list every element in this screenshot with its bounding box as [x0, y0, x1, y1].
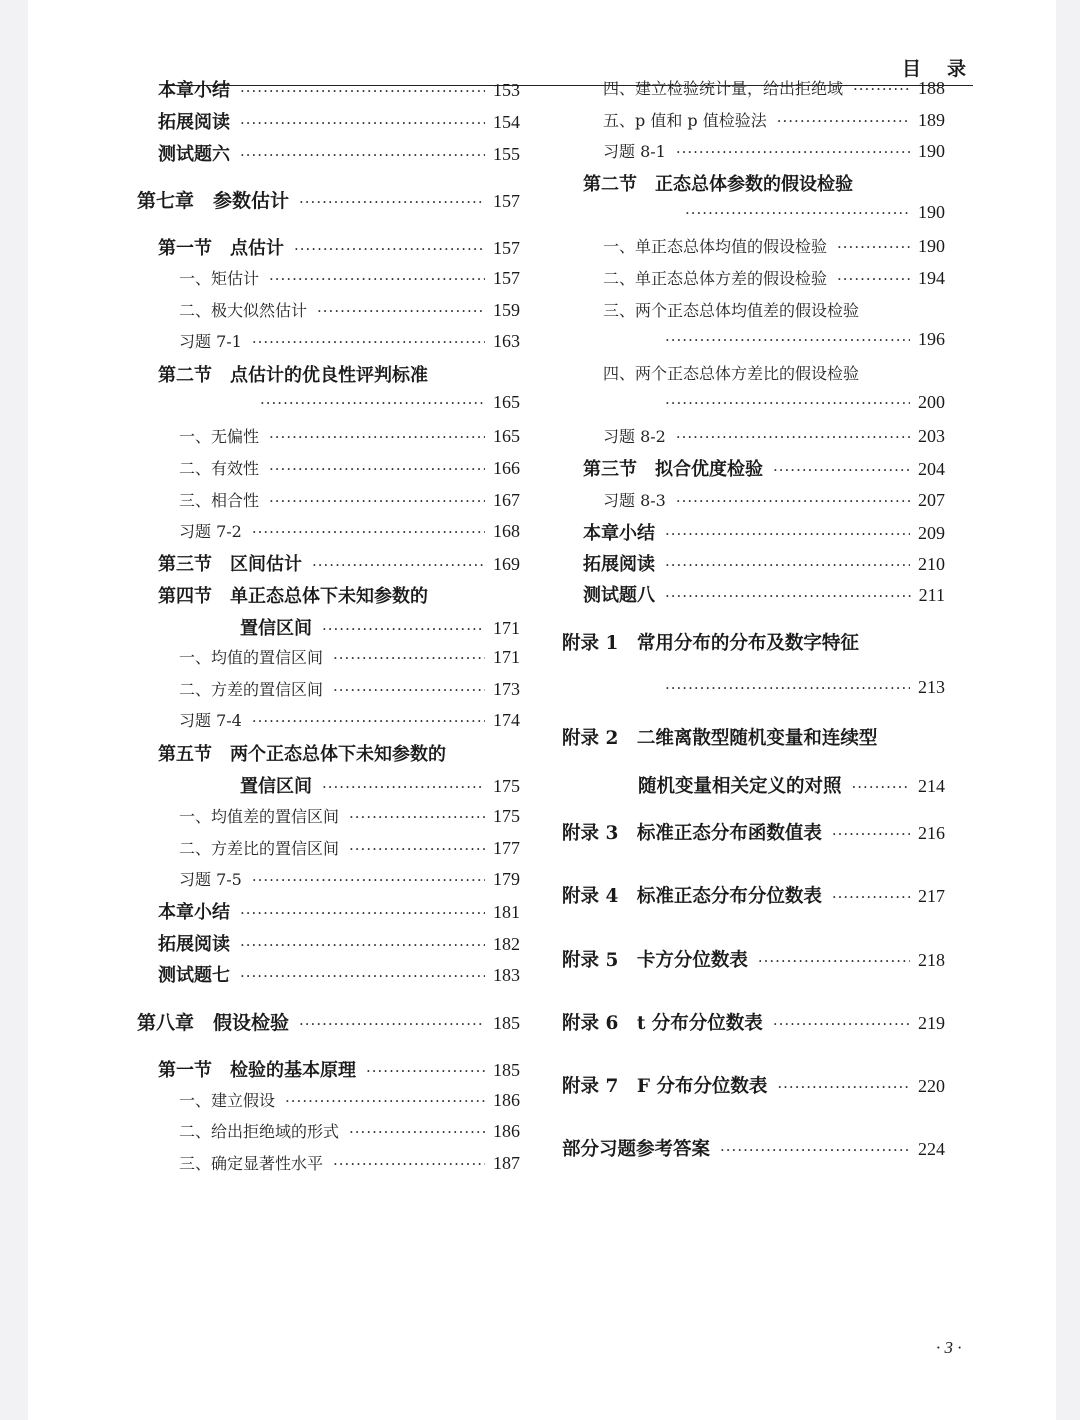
right-toc-entry	[603, 266, 945, 289]
toc-entry-title: 一、矩估计	[179, 269, 260, 288]
left-toc-entry	[137, 1008, 520, 1035]
toc-page-number: 157	[493, 238, 520, 258]
leader-dots	[260, 394, 485, 412]
toc-entry-title: 第四节 单正态总体下未知参数的	[158, 586, 428, 607]
toc-page-number: 153	[493, 80, 520, 100]
toc-page-number: 224	[918, 1139, 945, 1159]
document-page	[28, 0, 1056, 1420]
toc-entry-title: 附录 4 标准正态分布分位数表	[562, 886, 822, 907]
toc-entry-title: 第一节 点估计	[158, 238, 284, 259]
toc-entry-title: 三、相合性	[179, 491, 260, 510]
toc-page-number: 200	[918, 392, 945, 412]
toc-entry-title: 测试题六	[158, 144, 230, 165]
leader-dots	[349, 1123, 485, 1141]
left-toc-entry	[158, 930, 520, 956]
left-toc-entry	[158, 76, 520, 102]
leader-dots	[240, 82, 485, 100]
left-toc-entry	[179, 1119, 520, 1142]
toc-entry-title: 二、有效性	[179, 459, 260, 478]
left-toc-entry	[179, 424, 520, 447]
left-toc-entry	[179, 298, 520, 321]
leader-dots	[665, 331, 910, 349]
toc-entry-title: 习题 7-1	[179, 332, 242, 351]
toc-page-number: 159	[493, 300, 520, 320]
toc-page-number: 183	[493, 965, 520, 985]
leader-dots	[773, 1015, 910, 1033]
toc-page-number: 194	[918, 268, 945, 288]
toc-page-number: 185	[493, 1060, 520, 1080]
leader-dots	[720, 1141, 910, 1159]
right-toc-entry	[603, 108, 945, 131]
toc-page-number: 171	[493, 647, 520, 667]
left-toc-entry	[179, 266, 520, 289]
leader-dots	[685, 204, 910, 222]
leader-dots	[676, 492, 910, 510]
toc-page-number: 209	[918, 523, 945, 543]
left-toc-entry	[179, 456, 520, 479]
toc-entry-title: 二、方差的置信区间	[179, 680, 324, 699]
toc-entry-title: 二、方差比的置信区间	[179, 839, 340, 858]
toc-entry-title: 第三节 区间估计	[158, 554, 302, 575]
leader-dots	[758, 952, 910, 970]
leader-dots	[333, 1155, 485, 1173]
leader-dots	[240, 936, 485, 954]
toc-entry-title: 测试题七	[158, 965, 230, 986]
right-toc-entry	[603, 298, 945, 321]
toc-entry-title: 拓展阅读	[158, 934, 230, 955]
left-toc-entry	[158, 234, 520, 260]
toc-page-number: 165	[493, 426, 520, 446]
toc-entry-title: 习题 8-1	[603, 142, 666, 161]
toc-page-number: 188	[918, 78, 945, 98]
toc-page-number: 196	[918, 329, 945, 349]
toc-entry-title: 习题 7-2	[179, 522, 242, 541]
leader-dots	[665, 556, 910, 574]
toc-entry-title: 第二节 点估计的优良性评判标准	[158, 365, 428, 386]
left-toc-entry	[158, 108, 520, 134]
toc-entry-title: 附录 6 t 分布分位数表	[562, 1013, 763, 1034]
leader-dots	[366, 1062, 485, 1080]
right-toc-entry	[562, 1135, 945, 1161]
right-toc-entry	[603, 234, 945, 257]
left-toc-entry	[158, 740, 520, 766]
leader-dots	[322, 778, 485, 796]
leader-dots	[252, 871, 485, 889]
toc-entry-title: 部分习题参考答案	[562, 1139, 711, 1160]
toc-entry-title: 习题 8-3	[603, 491, 666, 510]
toc-page-number: 186	[493, 1121, 520, 1141]
toc-entry-title: 第五节 两个正态总体下未知参数的	[158, 744, 446, 765]
toc-page-number: 173	[493, 679, 520, 699]
toc-entry-title: 一、均值的置信区间	[179, 648, 324, 667]
toc-page-number: 165	[493, 392, 520, 412]
leader-dots	[294, 240, 485, 258]
toc-entry-title: 本章小结	[158, 80, 230, 101]
left-toc-entry	[179, 677, 520, 700]
right-toc-entry	[562, 882, 945, 908]
left-toc-entry	[158, 898, 520, 924]
leader-dots	[333, 649, 485, 667]
toc-page-number: 203	[918, 426, 945, 446]
leader-dots	[269, 460, 485, 478]
left-toc-entry	[240, 772, 520, 798]
leader-dots	[252, 523, 485, 541]
leader-dots	[837, 270, 910, 288]
toc-entry-title: 本章小结	[583, 523, 655, 544]
toc-entry-title: 二、单正态总体方差的假设检验	[603, 269, 828, 288]
left-toc-entry	[158, 550, 520, 576]
toc-page-number: 155	[493, 144, 520, 164]
toc-page-number: 177	[493, 838, 520, 858]
right-toc-entry	[583, 170, 945, 196]
toc-page-number: 171	[493, 618, 520, 638]
toc-entry-title: 一、无偏性	[179, 427, 260, 446]
toc-page-number: 211	[918, 585, 945, 605]
toc-entry-title: 一、均值差的置信区间	[179, 807, 340, 826]
leader-dots	[317, 302, 485, 320]
left-toc-entry	[179, 1151, 520, 1174]
toc-entry-title: 置信区间	[240, 618, 312, 639]
toc-page-number: 207	[918, 490, 945, 510]
leader-dots	[299, 193, 485, 211]
leader-dots	[773, 461, 910, 479]
toc-page-number: 163	[493, 331, 520, 351]
toc-entry-title: 拓展阅读	[583, 554, 655, 575]
toc-entry-title: 习题 8-2	[603, 427, 666, 446]
right-toc-entry	[562, 819, 945, 845]
toc-page-number: 174	[493, 710, 520, 730]
right-toc-entry	[638, 772, 945, 798]
toc-entry-title: 附录 1 常用分布的分布及数字特征	[562, 633, 859, 654]
toc-entry-title: 附录 7 F 分布分位数表	[562, 1076, 768, 1097]
toc-entry-title: 第一节 检验的基本原理	[158, 1060, 356, 1081]
toc-page-number: 204	[918, 459, 945, 479]
left-toc-entry	[179, 836, 520, 859]
toc-page-number: 213	[918, 677, 945, 697]
right-toc-entry	[603, 361, 945, 384]
toc-page-number: 210	[918, 554, 945, 574]
toc-page-number: 217	[918, 886, 945, 906]
toc-page-number: 182	[493, 934, 520, 954]
toc-page-number: 187	[493, 1153, 520, 1173]
toc-entry-title: 附录 2 二维离散型随机变量和连续型	[562, 728, 878, 749]
toc-entry-title: 五、p 值和 p 值检验法	[603, 111, 767, 130]
left-toc-entry	[179, 708, 520, 731]
right-toc-entry	[603, 139, 945, 162]
leader-dots	[269, 428, 485, 446]
left-toc-entry	[179, 804, 520, 827]
left-toc-entry	[158, 140, 520, 166]
right-toc-entry	[583, 581, 945, 607]
left-toc-entry	[250, 392, 520, 413]
leader-dots	[240, 904, 485, 922]
toc-entry-title: 二、极大似然估计	[179, 301, 308, 320]
right-toc-entry	[655, 677, 945, 698]
toc-entry-title: 习题 7-5	[179, 870, 242, 889]
leader-dots	[349, 808, 485, 826]
leader-dots	[852, 778, 910, 796]
leader-dots	[333, 681, 485, 699]
leader-dots	[252, 712, 485, 730]
leader-dots	[665, 679, 910, 697]
right-toc-entry	[603, 76, 945, 99]
toc-page-number: 190	[918, 236, 945, 256]
right-toc-entry	[562, 724, 945, 750]
toc-entry-title: 习题 7-4	[179, 711, 242, 730]
leader-dots	[837, 238, 910, 256]
toc-page-number: 190	[918, 202, 945, 222]
toc-page-number: 190	[918, 141, 945, 161]
leader-dots	[853, 80, 910, 98]
toc-entry-title: 四、建立检验统计量，给出拒绝域	[603, 79, 844, 98]
right-toc-entry	[675, 202, 945, 223]
leader-dots	[665, 587, 911, 605]
toc-page-number: 175	[493, 776, 520, 796]
leader-dots	[285, 1092, 485, 1110]
toc-page-number: 186	[493, 1090, 520, 1110]
toc-entry-title: 随机变量相关定义的对照	[638, 776, 842, 797]
left-toc-entry	[137, 186, 520, 213]
toc-entry-title: 第七章 参数估计	[137, 190, 290, 212]
toc-entry-title: 一、单正态总体均值的假设检验	[603, 237, 828, 256]
left-toc-entry	[158, 961, 520, 987]
toc-page-number: 214	[918, 776, 945, 796]
leader-dots	[252, 333, 485, 351]
leader-dots	[240, 114, 485, 132]
leader-dots	[312, 556, 485, 574]
left-toc-entry	[179, 488, 520, 511]
toc-entry-title: 测试题八	[583, 585, 655, 606]
toc-entry-title: 第三节 拟合优度检验	[583, 459, 763, 480]
leader-dots	[777, 112, 910, 130]
toc-page-number: 167	[493, 490, 520, 510]
leader-dots	[676, 143, 910, 161]
left-toc-entry	[179, 329, 520, 352]
right-toc-entry	[562, 1072, 945, 1098]
right-toc-entry	[583, 455, 945, 481]
right-toc-entry	[655, 329, 945, 350]
leader-dots	[665, 394, 910, 412]
toc-page-number: 175	[493, 806, 520, 826]
right-toc-entry	[562, 629, 945, 655]
toc-entry-title: 三、确定显著性水平	[179, 1154, 324, 1173]
toc-entry-title: 第二节 正态总体参数的假设检验	[583, 174, 853, 195]
toc-page-number: 216	[918, 823, 945, 843]
toc-page-number: 169	[493, 554, 520, 574]
toc-entry-title: 二、给出拒绝域的形式	[179, 1122, 340, 1141]
leader-dots	[299, 1015, 485, 1033]
toc-page-number: 220	[918, 1076, 945, 1096]
left-toc-entry	[158, 582, 520, 608]
toc-entry-title: 置信区间	[240, 776, 312, 797]
toc-entry-title: 一、建立假设	[179, 1091, 276, 1110]
leader-dots	[322, 620, 485, 638]
leader-dots	[832, 825, 910, 843]
toc-page-number: 219	[918, 1013, 945, 1033]
leader-dots	[349, 840, 485, 858]
right-toc-entry	[583, 519, 945, 545]
leader-dots	[269, 270, 485, 288]
leader-dots	[665, 525, 910, 543]
toc-page-number: 179	[493, 869, 520, 889]
toc-page-number: 181	[493, 902, 520, 922]
toc-entry-title: 附录 3 标准正态分布函数值表	[562, 823, 822, 844]
left-toc-entry	[179, 519, 520, 542]
leader-dots	[832, 888, 910, 906]
toc-page-number: 218	[918, 950, 945, 970]
right-toc-entry	[562, 946, 945, 972]
toc-entry-title: 附录 5 卡方分位数表	[562, 950, 748, 971]
left-toc-entry	[240, 614, 520, 640]
toc-page-number: 157	[493, 191, 520, 211]
toc-entry-title: 本章小结	[158, 902, 230, 923]
page-number: · 3 ·	[936, 1338, 962, 1357]
leader-dots	[777, 1078, 910, 1096]
right-toc-entry	[655, 392, 945, 413]
toc-page-number: 154	[493, 112, 520, 132]
toc-entry-title: 四、两个正态总体方差比的假设检验	[603, 364, 860, 383]
toc-page-number: 157	[493, 268, 520, 288]
left-toc-entry	[158, 1056, 520, 1082]
header-title: 目录	[902, 58, 993, 80]
toc-page-number: 185	[493, 1013, 520, 1033]
left-toc-entry	[179, 645, 520, 668]
leader-dots	[240, 967, 485, 985]
right-toc-entry	[562, 1009, 945, 1035]
leader-dots	[676, 428, 910, 446]
toc-entry-title: 拓展阅读	[158, 112, 230, 133]
toc-page-number: 166	[493, 458, 520, 478]
left-toc-entry	[179, 867, 520, 890]
toc-page-number: 189	[918, 110, 945, 130]
right-toc-entry	[583, 550, 945, 576]
right-toc-entry	[603, 488, 945, 511]
toc-entry-title: 三、两个正态总体均值差的假设检验	[603, 301, 860, 320]
leader-dots	[240, 146, 485, 164]
toc-page-number: 168	[493, 521, 520, 541]
left-toc-entry	[179, 1088, 520, 1111]
right-toc-entry	[603, 424, 945, 447]
leader-dots	[269, 492, 485, 510]
left-toc-entry	[158, 361, 520, 387]
toc-entry-title: 第八章 假设检验	[137, 1012, 290, 1034]
